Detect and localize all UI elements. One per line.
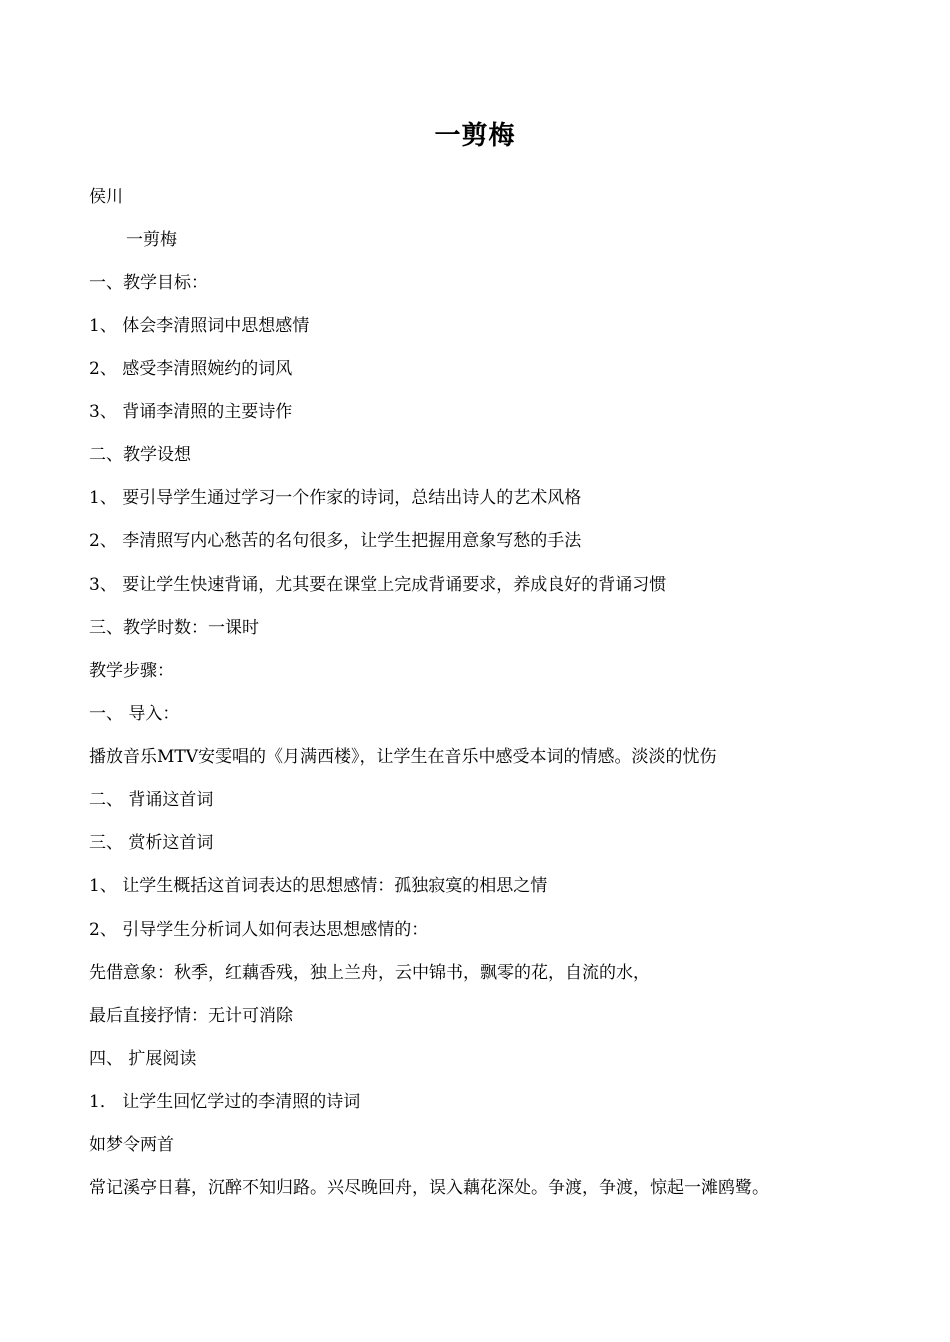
objective-item-2: 2、 感受李清照婉约的词风	[89, 359, 293, 379]
design-item-1: 1、 要引导学生通过学习一个作家的诗词，总结出诗人的艺术风格	[89, 488, 582, 508]
step-intro-heading: 一、 导入：	[89, 704, 180, 724]
step-extended-reading-heading: 四、 扩展阅读	[89, 1049, 197, 1069]
step-recite-heading: 二、 背诵这首词	[89, 790, 214, 810]
objective-item-1: 1、 体会李清照词中思想感情	[89, 316, 310, 336]
objective-item-3: 3、 背诵李清照的主要诗作	[89, 402, 293, 422]
poem-text: 常记溪亭日暮，沉醉不知归路。兴尽晚回舟，误入藕花深处。争渡，争渡，惊起一滩鸥鹭。	[89, 1178, 769, 1198]
design-item-2: 2、 李清照写内心愁苦的名句很多，让学生把握用意象写愁的手法	[89, 531, 582, 551]
steps-heading: 教学步骤：	[89, 661, 174, 681]
design-item-3: 3、 要让学生快速背诵，尤其要在课堂上完成背诵要求，养成良好的背诵习惯	[89, 575, 667, 595]
section-heading-hours: 三、教学时数：一课时	[89, 618, 259, 638]
section-heading-objectives: 一、教学目标：	[89, 273, 208, 293]
appreciate-item-1: 1、 让学生概括这首词表达的思想感情：孤独寂寞的相思之情	[89, 876, 548, 896]
document-title: 一剪梅	[434, 121, 516, 151]
imagery-line: 先借意象：秋季，红藕香残，独上兰舟，云中锦书，飘零的花，自流的水，	[89, 963, 650, 983]
subtitle-line: 一剪梅	[126, 230, 177, 250]
poem-title: 如梦令两首	[89, 1135, 174, 1155]
extended-reading-item-1: 1． 让学生回忆学过的李清照的诗词	[89, 1092, 361, 1112]
author-line: 侯川	[89, 187, 123, 207]
step-intro-text: 播放音乐MTV安雯唱的《月满西楼》，让学生在音乐中感受本词的情感。淡淡的忧伤	[89, 747, 717, 767]
appreciate-item-2: 2、 引导学生分析词人如何表达思想感情的：	[89, 920, 429, 940]
direct-expression-line: 最后直接抒情：无计可消除	[89, 1006, 293, 1026]
section-heading-design: 二、教学设想	[89, 445, 191, 465]
step-appreciate-heading: 三、 赏析这首词	[89, 833, 214, 853]
